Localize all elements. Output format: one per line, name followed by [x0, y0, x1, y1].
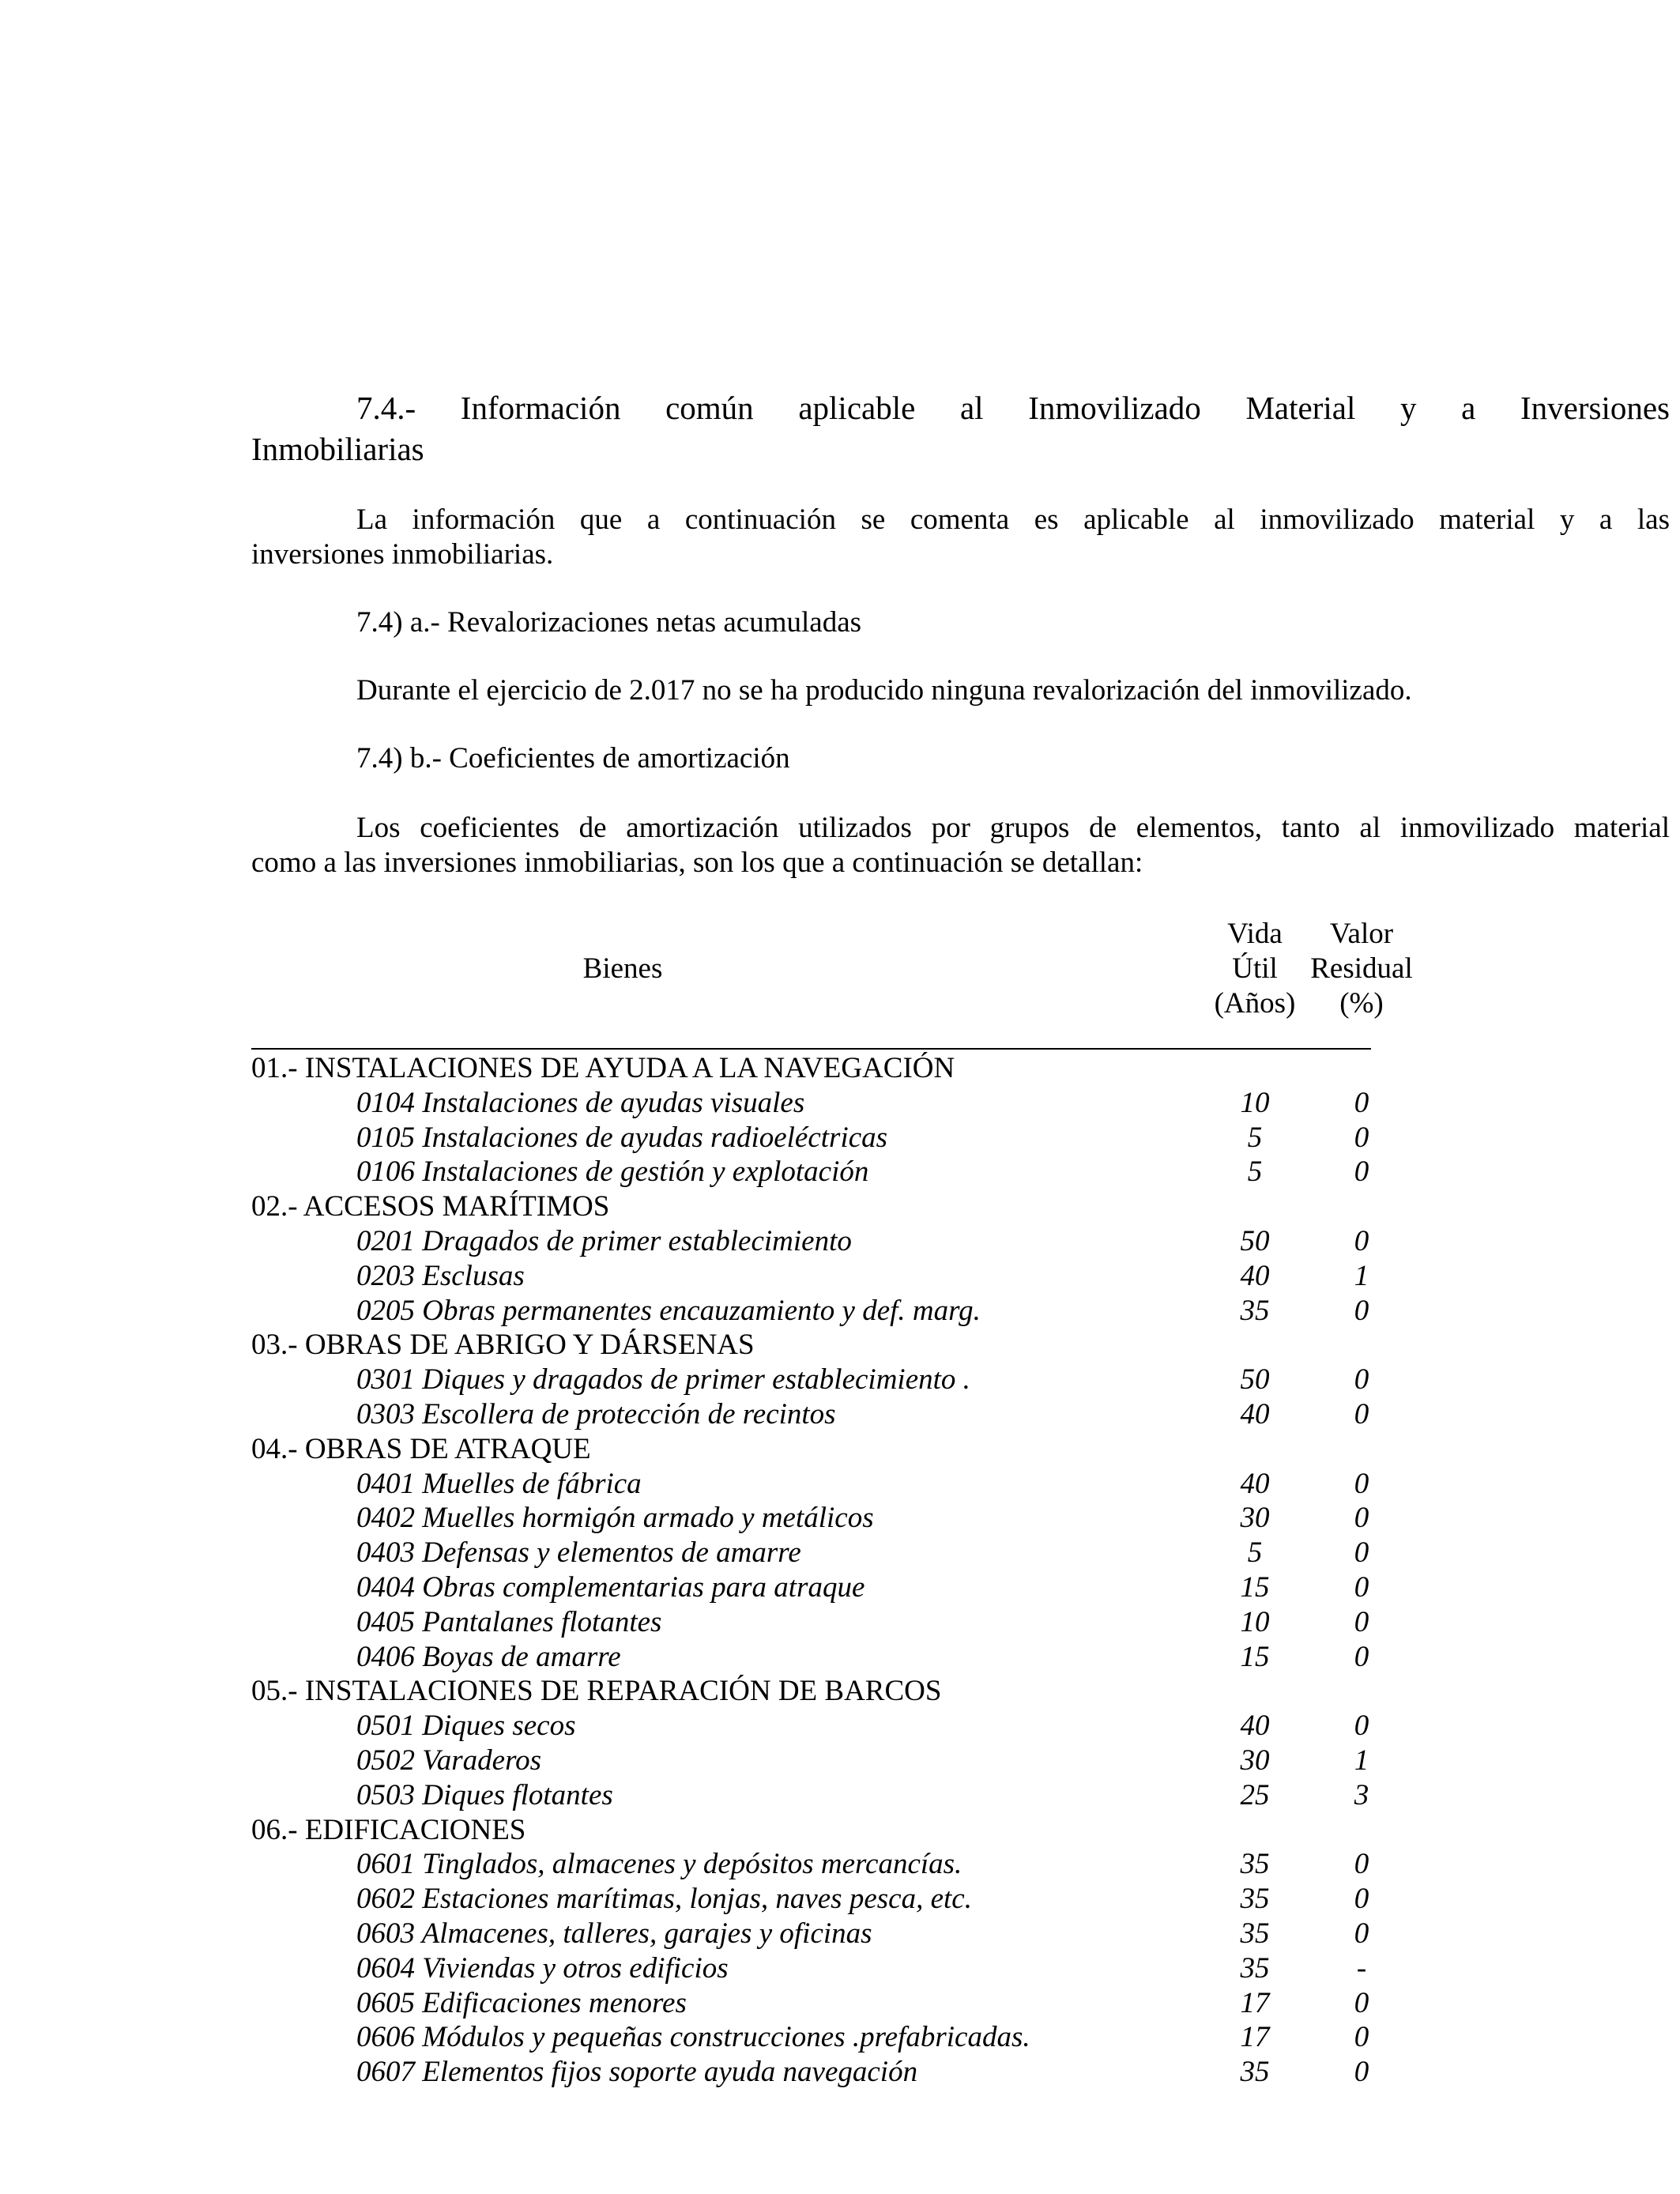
item-name: 0603 Almacenes, talleres, garajes y oficinas: [356, 1917, 872, 1950]
item-valor-residual: 0: [1354, 1225, 1369, 1257]
item-name: 0602 Estaciones marítimas, lonjas, naves pesca, etc.: [356, 1883, 972, 1916]
table-row: [251, 1536, 1437, 1570]
section-title-line2: Inmobiliarias: [251, 431, 424, 467]
table-group-row: [251, 1432, 1437, 1467]
item-name: 0106 Instalaciones de gestión y explotación: [356, 1155, 869, 1189]
intro-line2: inversiones inmobiliarias.: [251, 538, 554, 571]
header-bienes: Bienes: [582, 952, 663, 985]
item-vida-util: 30: [1240, 1744, 1270, 1777]
item-vida-util: 35: [1240, 2056, 1270, 2089]
table-row: [251, 1501, 1437, 1536]
table-group-row: [251, 1189, 1437, 1224]
table-row: [251, 1917, 1437, 1951]
item-valor-residual: 0: [1354, 1121, 1369, 1154]
item-name: 0205 Obras permanentes encauzamiento y def. marg.: [356, 1294, 981, 1327]
item-valor-residual: -: [1356, 1951, 1367, 1985]
table-header-rule: [251, 1048, 1371, 1050]
item-vida-util: 35: [1240, 1294, 1270, 1327]
item-valor-residual: 1: [1354, 1744, 1369, 1777]
item-name: 0301 Diques y dragados de primer establecimiento .: [356, 1363, 970, 1397]
item-valor-residual: 0: [1354, 1640, 1369, 1673]
item-name: 0606 Módulos y pequeñas construcciones .prefabricadas.: [356, 2021, 1030, 2054]
item-vida-util: 30: [1240, 1502, 1270, 1535]
table-row: [251, 1882, 1437, 1917]
item-name: 0104 Instalaciones de ayudas visuales: [356, 1086, 805, 1119]
group-title: 04.- OBRAS DE ATRAQUE: [251, 1432, 591, 1465]
item-name: 0403 Defensas y elementos de amarre: [356, 1536, 801, 1570]
item-vida-util: 35: [1240, 1848, 1270, 1881]
table-header: [251, 917, 1437, 1020]
header-valor: [1298, 917, 1425, 1021]
item-valor-residual: 0: [1354, 1467, 1369, 1500]
section-title-line1: 7.4.- Información común aplicable al Inmovilizado Material y a Inversiones: [356, 390, 1670, 426]
item-vida-util: 10: [1240, 1605, 1270, 1638]
item-name: 0501 Diques secos: [356, 1710, 576, 1743]
item-name: 0401 Muelles de fábrica: [356, 1467, 642, 1500]
item-vida-util: 15: [1240, 1640, 1270, 1673]
table-row: [251, 1847, 1437, 1882]
item-valor-residual: 0: [1354, 1294, 1369, 1327]
subsection-b-title: 7.4) b.- Coeficientes de amortización: [356, 742, 790, 775]
item-vida-util: 35: [1240, 1883, 1270, 1916]
group-title: 05.- INSTALACIONES DE REPARACIÓN DE BARCOS: [251, 1675, 942, 1708]
item-name: 0503 Diques flotantes: [356, 1778, 613, 1811]
item-name: 0303 Escollera de protección de recintos: [356, 1398, 836, 1431]
item-valor-residual: 0: [1354, 1917, 1369, 1950]
subsection-a-text: Durante el ejercicio de 2.017 no se ha producido ninguna revalorización del inmovilizado.: [356, 674, 1412, 707]
table-row: [251, 1294, 1437, 1329]
item-valor-residual: 0: [1354, 1086, 1369, 1119]
item-valor-residual: 1: [1354, 1259, 1369, 1292]
item-valor-residual: 0: [1354, 1986, 1369, 2019]
item-name: 0105 Instalaciones de ayudas radioeléctricas: [356, 1121, 888, 1154]
table-row: [251, 2055, 1437, 2090]
item-name: 0607 Elementos fijos soporte ayuda navegación: [356, 2056, 918, 2089]
table-row: [251, 1363, 1437, 1397]
table-row: [251, 1086, 1437, 1121]
item-name: 0405 Pantalanes flotantes: [356, 1605, 662, 1638]
item-valor-residual: 0: [1354, 1883, 1369, 1916]
item-valor-residual: 0: [1354, 1502, 1369, 1535]
table-row: [251, 1640, 1437, 1675]
item-name: 0402 Muelles hormigón armado y metálicos: [356, 1502, 874, 1535]
table-row: [251, 1570, 1437, 1605]
table-row: [251, 1121, 1437, 1155]
header-vida-line1: Vida: [1227, 918, 1283, 950]
item-valor-residual: 0: [1354, 1605, 1369, 1638]
item-name: 0601 Tinglados, almacenes y depósitos mercancías.: [356, 1848, 962, 1881]
item-valor-residual: 0: [1354, 1848, 1369, 1881]
item-valor-residual: 0: [1354, 2056, 1369, 2089]
item-vida-util: 40: [1240, 1710, 1270, 1743]
item-vida-util: 5: [1247, 1121, 1263, 1154]
header-vida-line3: (Años): [1214, 987, 1296, 1020]
item-valor-residual: 0: [1354, 1710, 1369, 1743]
item-name: 0604 Viviendas y otros edificios: [356, 1951, 729, 1985]
item-valor-residual: 0: [1354, 1363, 1369, 1397]
item-vida-util: 50: [1240, 1225, 1270, 1257]
item-vida-util: 5: [1247, 1155, 1263, 1189]
item-valor-residual: 3: [1354, 1778, 1369, 1811]
subsection-a-title: 7.4) a.- Revalorizaciones netas acumuladas: [356, 606, 862, 639]
item-valor-residual: 0: [1354, 1536, 1369, 1570]
item-valor-residual: 0: [1354, 1398, 1369, 1431]
table-row: [251, 1224, 1437, 1259]
item-valor-residual: 0: [1354, 1155, 1369, 1189]
item-vida-util: 17: [1240, 2021, 1270, 2054]
table-row: [251, 1259, 1437, 1294]
item-vida-util: 10: [1240, 1086, 1270, 1119]
table-group-row: [251, 1674, 1437, 1709]
item-vida-util: 5: [1247, 1536, 1263, 1570]
header-vida-line2: Útil: [1232, 952, 1278, 985]
table-row: [251, 1709, 1437, 1744]
item-vida-util: 50: [1240, 1363, 1270, 1397]
item-vida-util: 40: [1240, 1467, 1270, 1500]
item-valor-residual: 0: [1354, 2021, 1369, 2054]
table-row: [251, 1778, 1437, 1813]
item-valor-residual: 0: [1354, 1571, 1369, 1604]
item-vida-util: 35: [1240, 1917, 1270, 1950]
item-vida-util: 25: [1240, 1778, 1270, 1811]
subsection-b-line2: como a las inversiones inmobiliarias, son los que a continuación se detallan:: [251, 846, 1143, 879]
table-row: [251, 1155, 1437, 1189]
item-name: 0406 Boyas de amarre: [356, 1640, 621, 1673]
table-row: [251, 1605, 1437, 1640]
header-valor-line2: Residual: [1310, 952, 1413, 985]
table-group-row: [251, 1328, 1437, 1363]
item-name: 0201 Dragados de primer establecimiento: [356, 1225, 852, 1257]
table-row: [251, 2020, 1437, 2055]
header-valor-line3: (%): [1339, 987, 1384, 1020]
table-row: [251, 1744, 1437, 1778]
item-vida-util: 17: [1240, 1986, 1270, 2019]
header-valor-line1: Valor: [1329, 918, 1394, 950]
subsection-b-line1: Los coeficientes de amortización utilizados por grupos de elementos, tanto al inmovilizado material: [356, 812, 1670, 844]
item-name: 0502 Varaderos: [356, 1744, 541, 1777]
item-name: 0404 Obras complementarias para atraque: [356, 1571, 865, 1604]
item-vida-util: 40: [1240, 1259, 1270, 1292]
table-row: [251, 1397, 1437, 1432]
table-group-row: [251, 1051, 1437, 1086]
item-vida-util: 35: [1240, 1951, 1270, 1985]
item-name: 0605 Edificaciones menores: [356, 1986, 687, 2019]
table-row: [251, 1467, 1437, 1502]
item-vida-util: 40: [1240, 1398, 1270, 1431]
item-vida-util: 15: [1240, 1571, 1270, 1604]
table-row: [251, 1986, 1437, 2021]
table-group-row: [251, 1813, 1437, 1848]
group-title: 01.- INSTALACIONES DE AYUDA A LA NAVEGACIÓN: [251, 1052, 955, 1084]
group-title: 06.- EDIFICACIONES: [251, 1813, 526, 1846]
group-title: 03.- OBRAS DE ABRIGO Y DÁRSENAS: [251, 1329, 755, 1362]
intro-line1: La información que a continuación se comenta es aplicable al inmovilizado material y a las: [356, 503, 1670, 536]
group-title: 02.- ACCESOS MARÍTIMOS: [251, 1190, 610, 1223]
table-row: [251, 1951, 1437, 1986]
item-name: 0203 Esclusas: [356, 1259, 525, 1292]
